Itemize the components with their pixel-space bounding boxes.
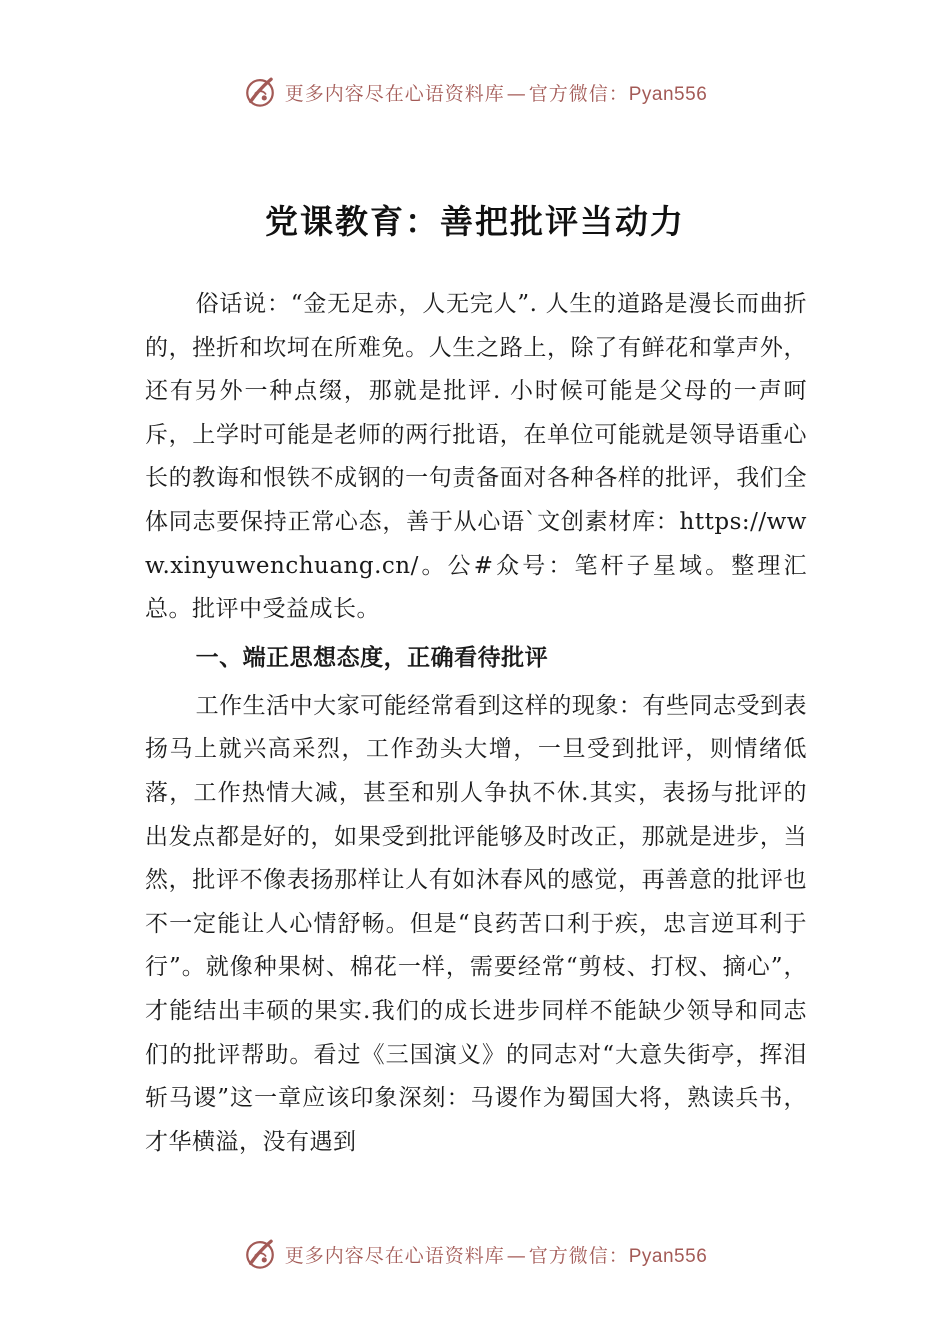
document-body (145, 283, 807, 1164)
section-1-heading: 一、端正思想态度，正确看待批评 (195, 644, 549, 671)
banner-wechat-id: Pyan556 (628, 1245, 708, 1267)
banner-label-text: 官方微信： (528, 1244, 629, 1267)
intro-paragraph: 俗话说：“金无足赤，人无完人”. 人生的道路是漫长而曲折的，挫折和坎坷在所难免。人生之路上，除了有鲜花和掌声外，还有另外一种点缀，那就是批评. 小时候可能是父母的一声呵斥，上学时可能是老师的两行批语，在单位可能就是领导语重心长的教诲和恨铁不成钢的一句责备面对各种各样的批评，我们全体同志要保持正常心态，善于从心语`文创素材库：https://www.xinyuwenchuang.cn/。公#众号：笔杆子星域。整理汇总。批评中受益成长。 (145, 291, 807, 623)
banner-separator: — (506, 82, 527, 105)
footer-banner (0, 1232, 950, 1276)
banner-separator: — (506, 1244, 527, 1267)
banner-text (285, 1241, 708, 1268)
banner-main-text: 更多内容尽在心语资料库 (284, 82, 505, 105)
banner-label-text: 官方微信： (528, 82, 629, 105)
brush-logo-icon (243, 75, 277, 109)
banner-text (285, 79, 708, 106)
banner-wechat-id: Pyan556 (628, 83, 708, 105)
banner-main-text: 更多内容尽在心语资料库 (284, 1244, 505, 1267)
brush-logo-icon (243, 1237, 277, 1271)
header-banner (0, 70, 950, 114)
section-1-paragraph: 工作生活中大家可能经常看到这样的现象：有些同志受到表扬马上就兴高采烈，工作劲头大增，一旦受到批评，则情绪低落，工作热情大减，甚至和别人争执不休.其实，表扬与批评的出发点都是好的，如果受到批评能够及时改正，那就是进步，当然，批评不像表扬那样让人有如沐春风的感觉，再善意的批评也不一定能让人心情舒畅。但是“良药苦口利于疾，忠言逆耳利于行”。就像种果树、棉花一样，需要经常“剪枝、打杈、摘心”，才能结出丰硕的果实.我们的成长进步同样不能缺少领导和同志们的批评帮助。看过《三国演义》的同志对“大意失街亭，挥泪斩马谡”这一章应该印象深刻：马谡作为蜀国大将，熟读兵书，才华横溢，没有遇到 (145, 692, 807, 1155)
document-title: 党课教育：善把批评当动力 (265, 202, 685, 241)
